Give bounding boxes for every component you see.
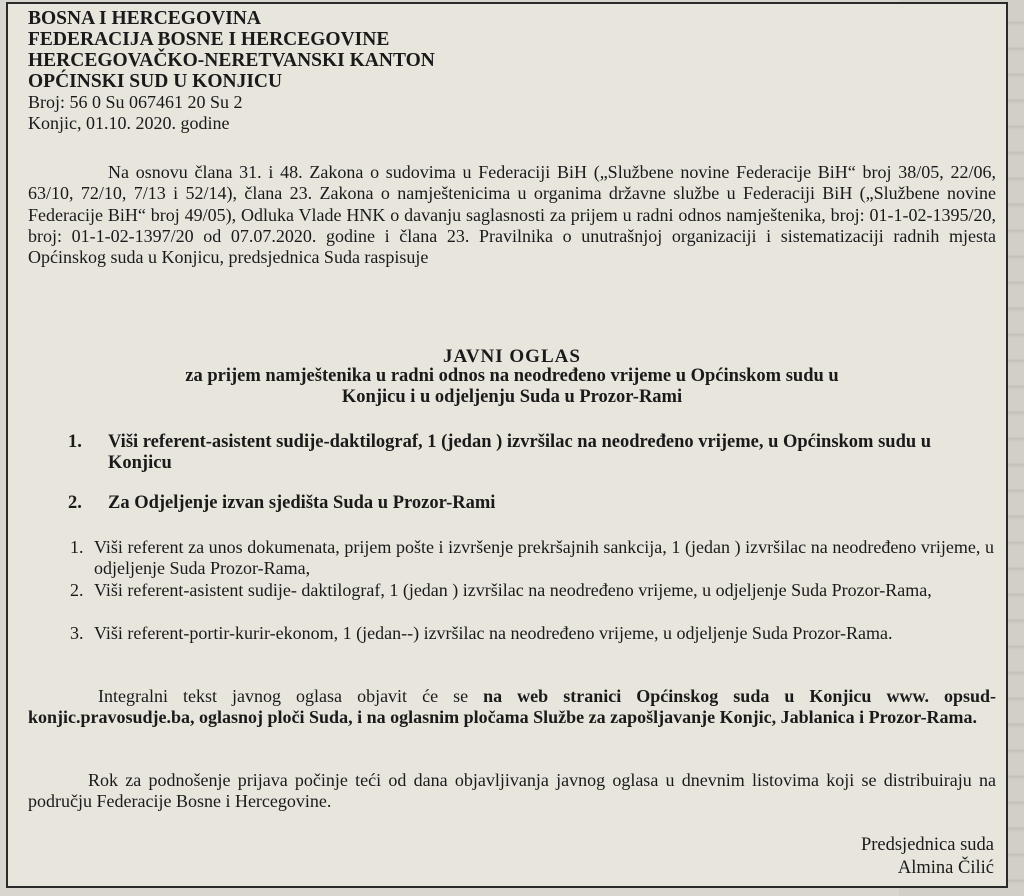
subposition-text: Viši referent za unos dokumenata, prijem pošte i izvršenje prekršajnih sankcija, 1 (jedan ) izvršilac na neodređeno vrijeme, u odjeljenje Suda Prozor-Rama, (94, 537, 994, 579)
subposition-number: 1. (70, 537, 84, 557)
subposition-text: Viši referent-portir-kurir-ekonom, 1 (jedan‑‑) izvršilac na neodređeno vrijeme, u odjeljenje Suda Prozor-Rama. (94, 623, 893, 643)
position-number: 1. (68, 432, 82, 452)
case-number: Broj: 56 0 Su 067461 20 Su 2 (28, 92, 243, 112)
header-court: OPĆINSKI SUD U KONJICU (28, 71, 283, 92)
header-canton: HERCEGOVAČKO-NERETVANSKI KANTON (28, 50, 435, 71)
place-date: Konjic, 01.10. 2020. godine (28, 113, 230, 133)
header-country: BOSNA I HERCEGOVINA (28, 8, 261, 29)
court-header (28, 8, 435, 134)
intro-paragraph: Na osnovu člana 31. i 48. Zakona o sudovima u Federaciji BiH („Službene novine Federacije BiH“ broj 38/05, 22/06, 63/10, 72/10, 7/13 i 52/14), člana 23. Zakona o namještenicima u organima državne službe u Federaciji BiH („Službene novine Federacije BiH“ broj 49/05), Odluka Vlade HNK o davanju saglasnosti za prijem u radni odnos namještenika, broj: 01-1-02-1395/20, broj: 01-1-02-1397/20 od 07.07.2020. godine i člana 23. Pravilnika o unutrašnjoj organizaciji i sistematizaciji radnih mjesta Općinskog suda u Konjicu, predsjednica Suda raspisuje (28, 162, 996, 268)
header-federation: FEDERACIJA BOSNE I HERCEGOVINE (28, 29, 390, 50)
signature-role: Predsjednica suda (860, 835, 994, 855)
position-text: Viši referent-asistent sudije-daktilograf, 1 (jedan ) izvršilac na neodređeno vrijeme, u Općinskom sudu u Konjicu (108, 432, 932, 473)
publication-locations: na web stranici Općinskog suda u Konjicu www. opsud-konjic.pravosudje.ba, oglasnoj ploči Suda, i na oglasnim pločama Službe za zapošljavanje Konjic, Jablanica i Prozor-Rama. (28, 686, 997, 728)
position-text: Za Odjeljenje izvan sjedišta Suda u Prozor-Rami (108, 493, 496, 513)
subposition-number: 2. (70, 580, 84, 600)
deadline-paragraph: Rok za podnošenje prijava počinje teći od dana objavljivanja javnog oglasa u dnevnim listovima koji se distribuiraju na području Federacije Bosne i Hercegovine. (28, 770, 996, 812)
notice-subtitle-line1: za prijem namještenika u radni odnos na neodređeno vrijeme u Općinskom sudu u (185, 366, 839, 386)
publication-paragraph (28, 686, 996, 729)
subposition-text: Viši referent-asistent sudije- daktilograf, 1 (jedan ) izvršilac na neodređeno vrijeme, u odjeljenje Suda Prozor-Rama, (94, 580, 932, 600)
position-number: 2. (68, 493, 82, 513)
subposition-number: 3. (70, 623, 84, 643)
publication-text: Integralni tekst javnog oglasa objavit će se (98, 686, 469, 706)
public-notice (6, 2, 1008, 888)
notice-subtitle-line2: Konjicu i u odjeljenju Suda u Prozor-Rami (341, 387, 683, 407)
notice-title: JAVNI OGLAS (443, 346, 581, 367)
signature-name: Almina Čilić (897, 858, 994, 878)
